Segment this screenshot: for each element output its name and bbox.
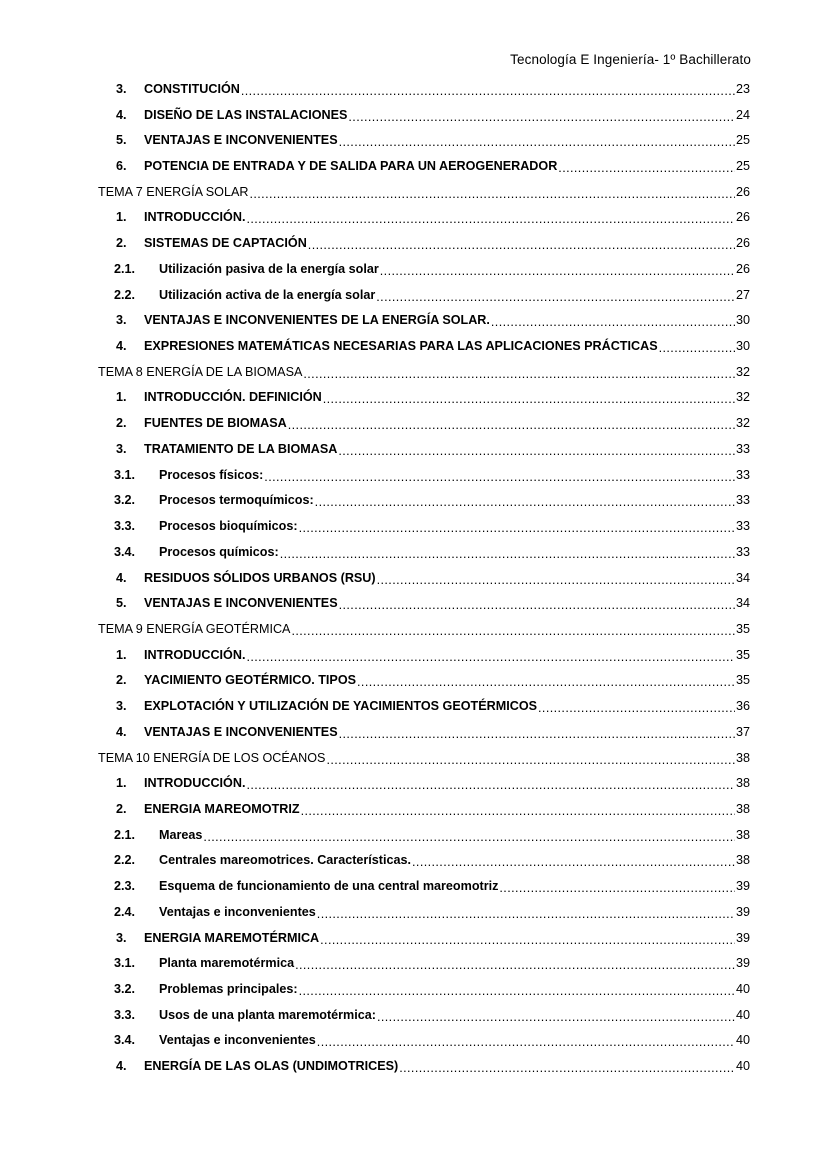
toc-entry-title: VENTAJAS E INCONVENIENTES <box>144 724 338 739</box>
toc-entry-title: Usos de una planta maremotérmica: <box>159 1007 376 1022</box>
toc-entry-title: TEMA 8 ENERGÍA DE LA BIOMASA <box>98 364 303 379</box>
toc-dot-leader <box>357 675 735 689</box>
toc-entry-page-number: 33 <box>735 441 750 456</box>
toc-entry-page-number: 35 <box>735 621 750 636</box>
toc-entry-title: Utilización activa de la energía solar <box>159 287 376 302</box>
toc-dot-leader <box>320 933 735 947</box>
toc-entry-title: Procesos bioquímicos: <box>159 519 298 534</box>
toc-entry-number: 2. <box>116 801 127 816</box>
toc-entry-number: 4. <box>116 1059 127 1074</box>
toc-entry-page-number: 23 <box>735 81 750 96</box>
toc-entry-number: 2. <box>116 236 127 251</box>
toc-entry-title: VENTAJAS E INCONVENIENTES <box>144 133 338 148</box>
toc-dot-leader <box>399 1061 735 1075</box>
toc-entry[interactable] <box>98 590 750 616</box>
toc-entry-number: 4. <box>116 339 127 354</box>
toc-dot-leader <box>499 881 735 895</box>
toc-entry-title: ENERGIA MAREMOTÉRMICA <box>144 930 320 945</box>
toc-entry[interactable] <box>98 565 750 591</box>
toc-entry-title: Planta maremotérmica <box>159 956 295 971</box>
toc-entry-number: 3. <box>116 930 127 945</box>
toc-dot-leader <box>308 238 735 252</box>
toc-entry-page-number: 40 <box>735 1033 750 1048</box>
toc-entry[interactable] <box>98 462 750 488</box>
toc-entry-number: 3.4. <box>114 1033 136 1048</box>
toc-entry-page-number: 38 <box>735 853 750 868</box>
toc-entry-title: Centrales mareomotrices. Características. <box>159 853 412 868</box>
toc-entry[interactable] <box>98 333 750 359</box>
toc-entry-number: 3.2. <box>114 493 136 508</box>
toc-dot-leader <box>380 264 735 278</box>
toc-entry-page-number: 25 <box>735 159 750 174</box>
table-of-contents <box>98 76 750 1079</box>
toc-entry[interactable] <box>98 76 750 102</box>
toc-entry-title: Utilización pasiva de la energía solar <box>159 261 379 276</box>
toc-entry-title: CONSTITUCIÓN <box>144 81 240 96</box>
toc-dot-leader <box>558 161 735 175</box>
toc-entry[interactable] <box>98 488 750 514</box>
toc-entry-title: INTRODUCCIÓN. DEFINICIÓN <box>144 390 322 405</box>
toc-entry-title: TEMA 9 ENERGÍA GEOTÉRMICA <box>98 621 291 636</box>
toc-entry-title: Problemas principales: <box>159 982 298 997</box>
toc-dot-leader <box>377 573 735 587</box>
toc-dot-leader <box>315 495 735 509</box>
toc-entry-title: RESIDUOS SÓLIDOS URBANOS (RSU) <box>144 570 376 585</box>
toc-entry-title: TRATAMIENTO DE LA BIOMASA <box>144 441 338 456</box>
toc-entry-page-number: 27 <box>735 287 750 302</box>
toc-entry-number: 2.2. <box>114 853 136 868</box>
toc-entry[interactable] <box>98 1002 750 1028</box>
toc-entry-number: 3. <box>116 441 127 456</box>
toc-dot-leader <box>339 727 735 741</box>
toc-entry[interactable] <box>98 693 750 719</box>
toc-entry-title: EXPLOTACIÓN Y UTILIZACIÓN DE YACIMIENTOS GEOTÉRMICOS <box>144 699 538 714</box>
toc-entry-page-number: 36 <box>735 699 750 714</box>
toc-chapter-entry[interactable] <box>98 616 750 642</box>
toc-dot-leader <box>299 521 735 535</box>
toc-dot-leader <box>249 187 735 201</box>
toc-entry-page-number: 40 <box>735 1007 750 1022</box>
toc-entry[interactable] <box>98 282 750 308</box>
toc-entry[interactable] <box>98 925 750 951</box>
toc-entry-title: SISTEMAS DE CAPTACIÓN <box>144 236 307 251</box>
toc-entry-number: 3. <box>116 699 127 714</box>
toc-entry-number: 1. <box>116 776 127 791</box>
toc-entry[interactable] <box>98 848 750 874</box>
toc-entry-page-number: 39 <box>735 879 750 894</box>
toc-entry-page-number: 38 <box>735 750 750 765</box>
toc-entry[interactable] <box>98 719 750 745</box>
toc-entry-title: EXPRESIONES MATEMÁTICAS NECESARIAS PARA LAS APLICACIONES PRÁCTICAS <box>144 339 658 354</box>
toc-entry-page-number: 26 <box>735 261 750 276</box>
toc-entry[interactable] <box>98 873 750 899</box>
toc-entry-title: Procesos termoquímicos: <box>159 493 314 508</box>
toc-entry[interactable] <box>98 976 750 1002</box>
toc-entry[interactable] <box>98 436 750 462</box>
toc-entry[interactable] <box>98 899 750 925</box>
toc-entry-title: DISEÑO DE LAS INSTALACIONES <box>144 107 348 122</box>
toc-dot-leader <box>538 701 735 715</box>
toc-entry-title: INTRODUCCIÓN. <box>144 776 246 791</box>
toc-entry-page-number: 33 <box>735 467 750 482</box>
toc-entry[interactable] <box>98 642 750 668</box>
toc-entry-page-number: 38 <box>735 776 750 791</box>
toc-dot-leader <box>376 290 735 304</box>
toc-entry[interactable] <box>98 770 750 796</box>
page-header: Tecnología E Ingeniería- 1º Bachillerato <box>510 52 751 67</box>
toc-entry[interactable] <box>98 950 750 976</box>
toc-dot-leader <box>241 84 735 98</box>
toc-entry-page-number: 33 <box>735 493 750 508</box>
toc-dot-leader <box>303 367 735 381</box>
toc-entry-page-number: 30 <box>735 339 750 354</box>
toc-entry-page-number: 39 <box>735 904 750 919</box>
toc-entry-page-number: 26 <box>735 210 750 225</box>
toc-entry[interactable] <box>98 205 750 231</box>
toc-entry-number: 3.1. <box>114 467 136 482</box>
toc-entry-number: 3.3. <box>114 519 136 534</box>
toc-entry-number: 2.1. <box>114 827 136 842</box>
toc-entry-title: Procesos físicos: <box>159 467 264 482</box>
toc-dot-leader <box>412 855 735 869</box>
toc-entry-number: 1. <box>116 210 127 225</box>
toc-entry[interactable] <box>98 513 750 539</box>
toc-dot-leader <box>301 804 735 818</box>
toc-dot-leader <box>280 547 735 561</box>
toc-entry[interactable] <box>98 256 750 282</box>
toc-entry-number: 6. <box>116 159 127 174</box>
toc-entry[interactable] <box>98 539 750 565</box>
toc-entry-number: 5. <box>116 596 127 611</box>
toc-dot-leader <box>326 753 735 767</box>
toc-entry[interactable] <box>98 307 750 333</box>
toc-chapter-entry[interactable] <box>98 745 750 771</box>
toc-dot-leader <box>264 470 735 484</box>
toc-entry-title: INTRODUCCIÓN. <box>144 647 246 662</box>
toc-entry-number: 2.4. <box>114 904 136 919</box>
toc-dot-leader <box>246 650 735 664</box>
toc-entry-title: VENTAJAS E INCONVENIENTES <box>144 596 338 611</box>
toc-entry-page-number: 38 <box>735 827 750 842</box>
toc-entry-page-number: 39 <box>735 930 750 945</box>
toc-dot-leader <box>348 110 735 124</box>
toc-entry-page-number: 26 <box>735 236 750 251</box>
toc-entry-title: Esquema de funcionamiento de una central mareomotriz <box>159 879 499 894</box>
toc-dot-leader <box>491 315 735 329</box>
toc-entry-number: 3.1. <box>114 956 136 971</box>
toc-dot-leader <box>317 1035 735 1049</box>
toc-entry-page-number: 33 <box>735 519 750 534</box>
toc-entry-number: 3. <box>116 81 127 96</box>
toc-dot-leader <box>377 1010 735 1024</box>
toc-entry-title: TEMA 7 ENERGÍA SOLAR <box>98 184 249 199</box>
toc-entry-number: 3. <box>116 313 127 328</box>
toc-entry-number: 4. <box>116 724 127 739</box>
toc-entry[interactable] <box>98 1053 750 1079</box>
toc-entry-number: 1. <box>116 647 127 662</box>
toc-entry-page-number: 25 <box>735 133 750 148</box>
toc-entry[interactable] <box>98 1028 750 1054</box>
toc-dot-leader <box>338 444 735 458</box>
toc-entry[interactable] <box>98 102 750 128</box>
toc-entry-page-number: 30 <box>735 313 750 328</box>
toc-dot-leader <box>246 778 735 792</box>
toc-dot-leader <box>339 598 735 612</box>
toc-dot-leader <box>317 907 735 921</box>
toc-entry-number: 2.2. <box>114 287 136 302</box>
toc-entry-number: 4. <box>116 570 127 585</box>
toc-entry-title: ENERGÍA DE LAS OLAS (UNDIMOTRICES) <box>144 1059 399 1074</box>
toc-entry-number: 3.2. <box>114 982 136 997</box>
toc-entry-page-number: 34 <box>735 596 750 611</box>
toc-entry-page-number: 38 <box>735 801 750 816</box>
toc-entry-page-number: 26 <box>735 184 750 199</box>
toc-entry[interactable] <box>98 153 750 179</box>
toc-entry-title: Mareas <box>159 827 203 842</box>
toc-dot-leader <box>288 418 735 432</box>
toc-entry-title: YACIMIENTO GEOTÉRMICO. TIPOS <box>144 673 357 688</box>
toc-entry-page-number: 40 <box>735 1059 750 1074</box>
toc-entry-number: 2. <box>116 416 127 431</box>
toc-entry-title: Ventajas e inconvenientes <box>159 1033 316 1048</box>
toc-dot-leader <box>295 958 735 972</box>
toc-entry[interactable] <box>98 127 750 153</box>
toc-entry[interactable] <box>98 668 750 694</box>
toc-entry-title: POTENCIA DE ENTRADA Y DE SALIDA PARA UN AEROGENERADOR <box>144 159 558 174</box>
toc-entry-number: 2.1. <box>114 261 136 276</box>
toc-dot-leader <box>291 624 735 638</box>
toc-entry-number: 3.3. <box>114 1007 136 1022</box>
toc-dot-leader <box>339 135 735 149</box>
toc-entry-page-number: 35 <box>735 647 750 662</box>
toc-entry-title: VENTAJAS E INCONVENIENTES DE LA ENERGÍA SOLAR. <box>144 313 490 328</box>
toc-entry-number: 4. <box>116 107 127 122</box>
toc-entry[interactable] <box>98 822 750 848</box>
toc-entry-page-number: 35 <box>735 673 750 688</box>
toc-entry-page-number: 34 <box>735 570 750 585</box>
toc-entry-title: Procesos químicos: <box>159 544 279 559</box>
toc-entry-page-number: 24 <box>735 107 750 122</box>
toc-dot-leader <box>246 212 735 226</box>
toc-entry[interactable] <box>98 385 750 411</box>
toc-entry-number: 2. <box>116 673 127 688</box>
toc-entry-title: FUENTES DE BIOMASA <box>144 416 287 431</box>
toc-entry-page-number: 39 <box>735 956 750 971</box>
toc-dot-leader <box>203 830 735 844</box>
toc-entry[interactable] <box>98 796 750 822</box>
toc-entry-title: Ventajas e inconvenientes <box>159 904 316 919</box>
toc-entry-number: 3.4. <box>114 544 136 559</box>
toc-entry-page-number: 37 <box>735 724 750 739</box>
toc-chapter-entry[interactable] <box>98 179 750 205</box>
toc-entry-number: 1. <box>116 390 127 405</box>
toc-entry-title: ENERGIA MAREOMOTRIZ <box>144 801 300 816</box>
toc-entry-page-number: 33 <box>735 544 750 559</box>
toc-entry[interactable] <box>98 230 750 256</box>
toc-entry[interactable] <box>98 410 750 436</box>
toc-entry-number: 5. <box>116 133 127 148</box>
toc-entry-page-number: 32 <box>735 364 750 379</box>
toc-dot-leader <box>659 341 735 355</box>
toc-entry-number: 2.3. <box>114 879 136 894</box>
toc-entry-title: TEMA 10 ENERGÍA DE LOS OCÉANOS <box>98 750 326 765</box>
toc-entry-title: INTRODUCCIÓN. <box>144 210 246 225</box>
toc-entry-page-number: 32 <box>735 416 750 431</box>
toc-entry-page-number: 32 <box>735 390 750 405</box>
toc-chapter-entry[interactable] <box>98 359 750 385</box>
toc-dot-leader <box>299 984 735 998</box>
toc-entry-page-number: 40 <box>735 982 750 997</box>
toc-dot-leader <box>323 392 735 406</box>
